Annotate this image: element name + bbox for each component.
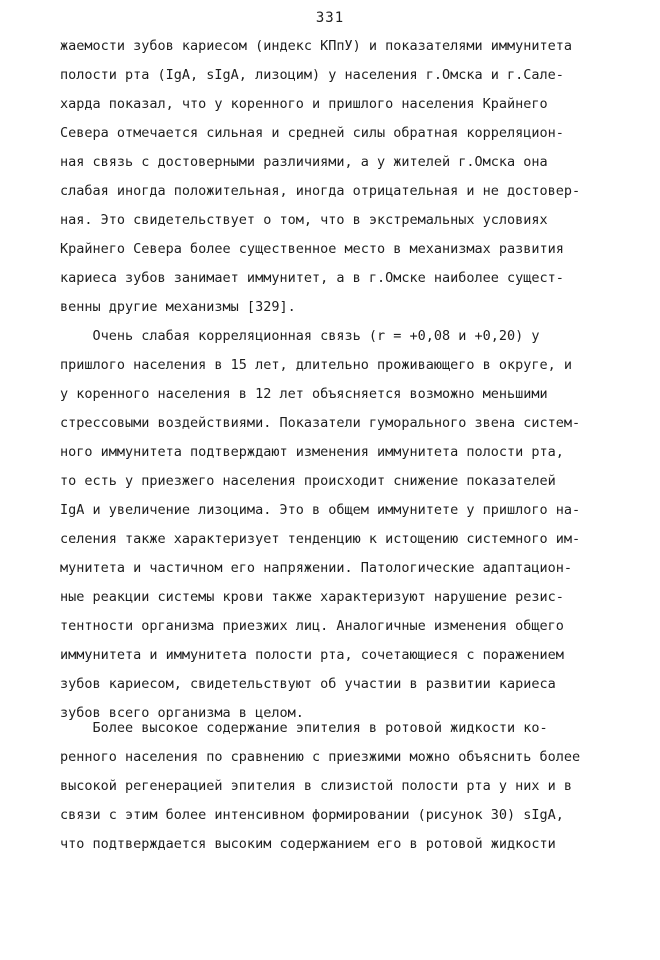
text-line: мунитета и частичном его напряжении. Патологические адаптацион-: [60, 560, 573, 576]
text-line: высокой регенерацией эпителия в слизистой полости рта у них и в: [60, 778, 573, 794]
text-line: кариеса зубов занимает иммунитет, а в г.Омске наиболее сущест-: [60, 270, 564, 286]
text-line: Севера отмечается сильная и средней силы обратная корреляцион-: [60, 125, 564, 141]
text-line: зубов кариесом, свидетельствуют об участии в развитии кариеса: [60, 676, 556, 692]
text-line: селения также характеризует тенденцию к истощению системного им-: [60, 531, 581, 547]
text-line: зубов всего организма в целом.: [60, 705, 304, 721]
text-line: ного иммунитета подтверждают изменения иммунитета полости рта,: [60, 444, 564, 460]
text-line: связи с этим более интенсивном формировании (рисунок 30) sIgA,: [60, 807, 564, 823]
text-line: венны другие механизмы [329].: [60, 299, 296, 315]
text-line: Очень слабая корреляционная связь (r = +0,08 и +0,20) у: [60, 328, 540, 344]
paragraph-3: [60, 714, 605, 859]
page-number: 331: [315, 10, 345, 26]
text-line: полости рта (IgA, sIgA, лизоцим) у населения г.Омска и г.Сале-: [60, 67, 564, 83]
paragraph-2: [60, 322, 605, 728]
text-line: харда показал, что у коренного и пришлого населения Крайнего: [60, 96, 548, 112]
text-line: у коренного населения в 12 лет объясняется возможно меньшими: [60, 386, 548, 402]
text-line: ная. Это свидетельствует о том, что в экстремальных условиях: [60, 212, 548, 228]
text-line: иммунитета и иммунитета полости рта, сочетающиеся с поражением: [60, 647, 564, 663]
text-line: то есть у приезжего населения происходит снижение показателей: [60, 473, 556, 489]
text-line: жаемости зубов кариесом (индекс КПпУ) и показателями иммунитета: [60, 38, 573, 54]
paragraph-1: [60, 32, 605, 322]
text-line: что подтверждается высоким содержанием его в ротовой жидкости: [60, 836, 556, 852]
text-line: IgA и увеличение лизоцима. Это в общем иммунитете у пришлого на-: [60, 502, 581, 518]
text-line: Крайнего Севера более существенное место в механизмах развития: [60, 241, 564, 257]
text-line: пришлого населения в 15 лет, длительно проживающего в округе, и: [60, 357, 573, 373]
text-line: ная связь с достоверными различиями, а у жителей г.Омска она: [60, 154, 548, 170]
text-line: стрессовыми воздействиями. Показатели гуморального звена систем-: [60, 415, 581, 431]
text-line: ные реакции системы крови также характеризуют нарушение резис-: [60, 589, 564, 605]
text-line: ренного населения по сравнению с приезжими можно объяснить более: [60, 749, 581, 765]
text-line: слабая иногда положительная, иногда отрицательная и не достовер-: [60, 183, 581, 199]
text-line: тентности организма приезжих лиц. Аналогичные изменения общего: [60, 618, 564, 634]
text-line: Более высокое содержание эпителия в ротовой жидкости ко-: [60, 720, 548, 736]
